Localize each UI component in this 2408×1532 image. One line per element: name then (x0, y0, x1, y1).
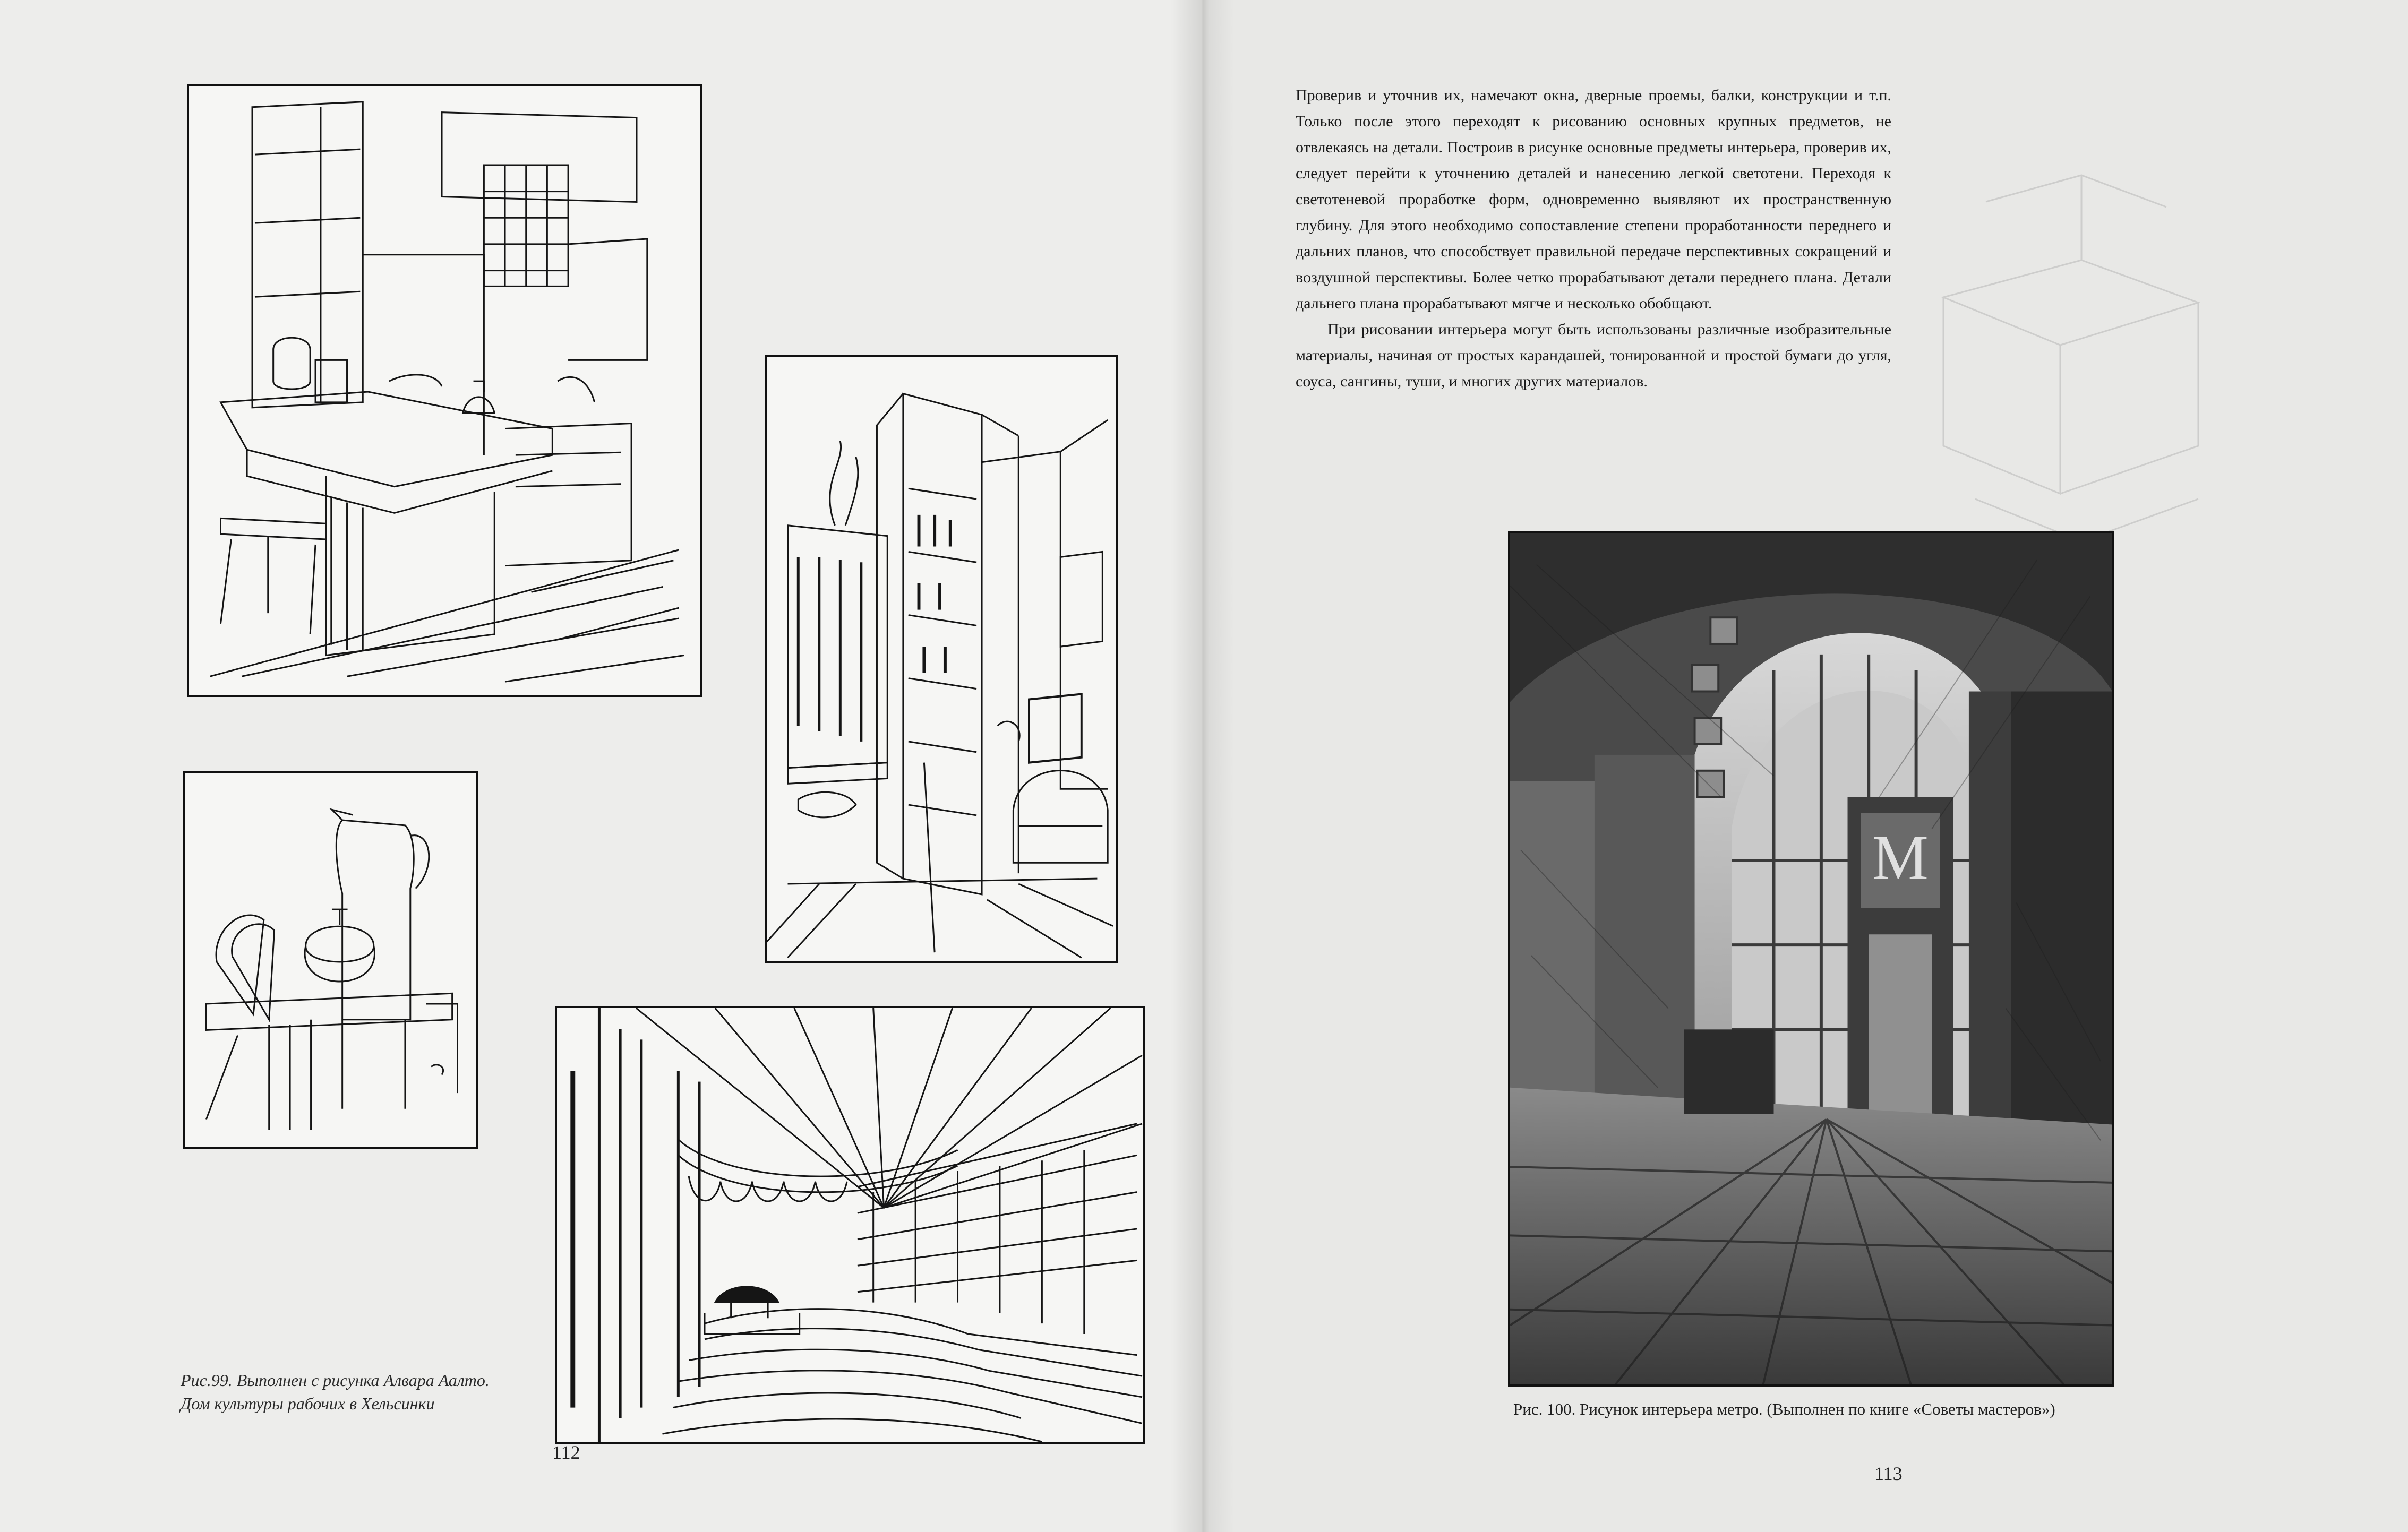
body-text (1296, 82, 1891, 394)
book-gutter (1171, 0, 1235, 1532)
concert-hall-sketch (555, 1006, 1145, 1444)
still-life-sketch (183, 771, 478, 1149)
metro-sign-icon: M (1872, 822, 1929, 893)
page-number-right: 113 (1874, 1463, 1903, 1484)
paragraph-1: Проверив и уточнив их, намечают окна, дверные проемы, балки, конструкции и т.п. Только после этого переходят к рисованию основных крупных предметов, не отвлекаясь на детали. Построив в рисунке основные предметы интерьера, проверив их, следует перейти к уточнению деталей и нанесению легкой светотени. Переходя к светотеневой проработке форм, одновременно выявляют их пространственную глубину. Для этого необходимо сопоставление степени проработанности переднего и дальних планов, что способствует правильной передаче перспективных сокращений и воздушной перспективы. Более четко прорабатывают детали переднего плана. Детали дальнего плана прорабатывают мягче и несколько обобщают. (1296, 87, 1891, 312)
bleed-through-sketch (1922, 170, 2220, 552)
kitchen-sketch (187, 84, 702, 697)
paragraph-2: При рисовании интерьера могут быть использованы различные изобразительные материалы, начиная от простых карандашей, тонированной и простой бумаги до угля, соуса, сангины, туши, и многих других материалов. (1296, 321, 1891, 390)
living-room-sketch (765, 355, 1118, 963)
metro-interior-drawing (1508, 531, 2114, 1387)
figure-100-caption: Рис. 100. Рисунок интерьера метро. (Выполнен по книге «Советы мастеров») (1513, 1400, 2055, 1418)
page-number-left: 112 (552, 1442, 580, 1463)
figure-99-caption: Рис.99. Выполнен с рисунка Алвара Аалто. Дом культуры рабочих в Хельсинки (181, 1371, 490, 1413)
left-page (0, 0, 1203, 1532)
